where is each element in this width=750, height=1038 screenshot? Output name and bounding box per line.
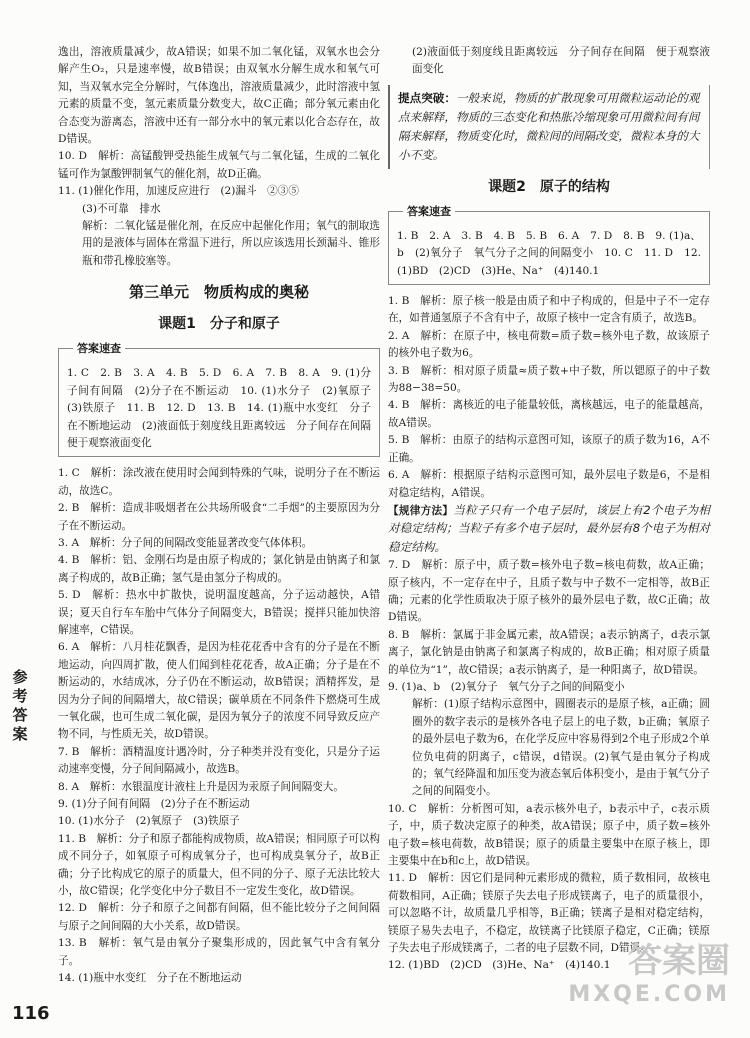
- tip-text: 一般来说，物质的扩散现象可用微粒运动论的观点来解释，物质的三态变化和热胀冷缩现象可用微粒间有间隔来解释，物质变化时，微粒间的间隔改变，微粒本身的大小不变。: [398, 90, 700, 162]
- answer-item: 14. (1)瓶中水变红 分子在不断地运动: [58, 972, 242, 985]
- tip-label: 提点突破：: [398, 90, 456, 105]
- answer-explanation: 解析：(1)原子结构示意图中，圆圈表示的是原子核，a正确；圆圈外的数字表示的是核外各电子层上的电子数，b正确；氧原子的最外层电子数为6，在化学反应中容易得到2个电子形成2个单位负电荷的阴离子，c错误，d错误。(2)氧气是由氧分子构成的；氧气经降温和加压变为液态氧后体积变小，是由于氧气分子之间的间隔变小。: [412, 698, 710, 798]
- watermark-url: MXQE.COM: [568, 982, 730, 1007]
- answer-item: 7. D 解析：原子中，质子数=核外电子数=核电荷数，故A正确；原子核内，不一定存在中子，且质子数与中子数不一定相等，故B正确；元素的化学性质取决于原子核外的最外层电子数，故C正确；故D错误。: [388, 559, 710, 624]
- quick-answers-label: 答案速查: [73, 340, 125, 357]
- left-column: [58, 44, 380, 988]
- answer-explanation: 解析：二氧化锰是催化剂，在反应中起催化作用；氧气的制取选用的是液体与固体在常温下进行，所以应该选用长颈漏斗、锥形瓶和带孔橡胶塞等。: [82, 220, 380, 267]
- answer-item: 3. B 解析：相对原子质量≈质子数+中子数，所以锶原子的中子数为88−38=50。: [388, 364, 710, 395]
- answer-item: 10. C 解析：分析图可知，a表示核外电子，b表示中子，c表示质子，中，质子数决定原子的种类，故A错误；原子中，质子数=核外电子数=核电荷数，故B错误；原子的质量主要集中在原子核上，即主要集中在b和c上，故D错误。: [388, 802, 710, 868]
- lesson-title: 课题1 分子和原子: [158, 316, 280, 333]
- watermark-text: 答案圈: [628, 941, 730, 981]
- answer-item: 2. B 解析：造成非吸烟者在公共场所吸食“二手烟”的主要原因为分子在不断运动。: [58, 502, 380, 532]
- answer-item: 10. (1)水分子 (2)氧原子 (3)铁原子: [58, 815, 240, 828]
- right-answer-list: [388, 293, 710, 975]
- answer-item: 12. D 解析：分子和原子之间都有间隔，但不能比较分子之间间隔与原子之间间隔的大小关系，故D错误。: [58, 902, 380, 932]
- answer-item: 10. D 解析：高锰酸钾受热能生成氧气与二氧化锰，生成的二氧化锰可作为氯酸钾制氧气的催化剂，故D正确。: [58, 150, 380, 180]
- answer-item: 7. B 解析：酒精温度计遇冷时，分子种类并没有变化，只是分子运动速率变慢，分子间间隔减小，故选B。: [58, 745, 380, 776]
- answer-item: 6. A 解析：根据原子结构示意图可知，最外层电子数是6，不是相对稳定结构，A错误。: [388, 469, 710, 499]
- answer-item: 11. (1)催化作用，加速反应进行 (2)漏斗 ②③⑤: [58, 185, 299, 198]
- answer-item: 3. A 解析：分子间的间隔改变能显著改变气体体积。: [58, 536, 313, 549]
- unit-title: 第三单元 物质构成的奥秘: [128, 283, 309, 302]
- tip-box: [388, 85, 710, 169]
- answer-sub: (2)液面低于刻度线且距离较远 分子间存在间隔 便于观察液面变化: [412, 46, 710, 76]
- quick-answers-label: 答案速查: [403, 203, 455, 220]
- answer-sub: (3)不可靠 排水: [82, 202, 161, 215]
- answer-item: 12. (1)BD (2)CD (3)He、Na⁺ (4)140.1: [388, 959, 611, 972]
- answer-item: 8. A 解析：水银温度计液柱上升是因为汞原子间间隔变大。: [58, 780, 344, 793]
- rule-label: 【规律方法】: [388, 504, 454, 517]
- answer-item: 11. B 解析：分子和原子都能构成物质，故A错误；相同原子可以构成不同分子，如氧原子可构成氧分子，也可构成臭氧分子，故B正确；分子比构成它的原子的质量大，但不同的分子、原子无法比较大小，故C错误；化学变化中分子数目不一定发生变化，故D错误。: [58, 832, 380, 898]
- quick-answers-text: 1. C 2. B 3. A 4. B 5. D 6. A 7. B 8. A 9. (1)分子间有间隔 (2)分子在不断运动 10. (1)水分子 (2)氧原子 (3)铁原子 11. B 12. D 13. B 14. (1)瓶中水变红 分子在不断地运动 (2)液面低于刻度线且距离较远 分子间存在间隔 便于观察液面变化: [67, 367, 382, 449]
- quick-answers-text: 1. B 2. A 3. B 4. B 5. B 6. A 7. D 8. B 9. (1)a、b (2)氧分子 氧气分子之间的间隔变小 10. C 11. D 12. (1)BD (2)CD (3)He、Na⁺ (4)140.1: [397, 229, 701, 277]
- rule-note: [388, 502, 710, 557]
- paragraph: 逸出，溶液质量减少，故A错误；如果不加二氧化锰，双氧水也会分解产生O₂，只是速率慢，故B错误；由双氧水分解生成水和氧气可知，当双氧水完全分解时，气体逸出，溶液质量减少，此时溶液中氢元素的质量不变，氢元素质量分数变大，故C正确；部分氧元素由化合态变为游离态，溶液中还有一部分水中的氧元素以化合态存在，故D错误。: [58, 46, 380, 146]
- answer-item: 1. B 解析：原子核一般是由质子和中子构成的，但是中子不一定存在，如普通氢原子不含有中子，故原子核中一定含有质子，故选B。: [388, 295, 710, 325]
- page-number: 116: [12, 1003, 50, 1024]
- answer-item: 11. D 解析：因它们是同种元素形成的微粒，质子数相同，故核电荷数相同，A正确；镁原子失去电子形成镁离子，电子的质量很小，可以忽略不计，故质量几乎相等，B正确；镁离子是相对稳定结构，镁原子易失去电子，不稳定，故镁离子比镁原子稳定，C正确；镁原子失去电子形成镁离子，二者的电子层数不同，D错误。: [388, 872, 710, 955]
- lesson-title: 课题2 原子的结构: [488, 178, 610, 195]
- answer-item: 6. A 解析：八月桂花飘香，是因为桂花花香中含有的分子是在不断地运动，向四周扩散，使人们闻到桂花花香，故A正确；分子是在不断运动的，水结成冰，分子仍在不断运动，故B错误；酒精挥发，是因为分子间的间隔增大，故C错误；碳单质在不同条件下燃烧可生成一氧化碳，也可生成二氧化碳，是因为氧分子的浓度不同导致反应产物不同，与性质无关，故D错误。: [58, 641, 380, 741]
- answer-item: 2. A 解析：在原子中，核电荷数=质子数=核外电子数，故该原子的核外电子数为6。: [388, 329, 710, 360]
- watermark-logo: [568, 941, 730, 1012]
- answer-item: 9. (1)分子间有间隔 (2)分子在不断运动: [58, 798, 250, 811]
- answer-item: 4. B 解析：离核近的电子能量较低，离核越远，电子的能量越高，故A错误。: [388, 399, 710, 429]
- left-answer-list: [58, 465, 380, 987]
- answer-item: 1. C 解析：涂改液在使用时会闻到特殊的气味，说明分子在不断运动，故选C。: [58, 467, 380, 497]
- quick-answers-box: [388, 204, 710, 285]
- left-intro: [58, 44, 380, 270]
- rule-text: 当粒子只有一个电子层时，该层上有2个电子为相对稳定结构；当粒子有多个电子层时，最外层有8个电子为相对稳定结构。: [388, 502, 710, 554]
- answer-item: 4. B 解析：铝、金刚石均是由原子构成的；氯化钠是由钠离子和氯离子构成的，故B正确；氢气是由氢分子构成的。: [58, 554, 380, 584]
- right-column: [388, 44, 710, 975]
- answer-item: 5. D 解析：热水中扩散快，说明温度越高，分子运动越快，A错误；夏天自行车车胎中气体分子间隔变大，B错误；搅拌只能加快溶解速率，C错误。: [58, 589, 380, 636]
- quick-answers-box: [58, 342, 382, 457]
- answer-item: 5. B 解析：由原子的结构示意图可知，该原子的质子数为16，A不正确。: [388, 434, 710, 464]
- answer-item: 9. (1)a、b (2)氧分子 氧气分子之间的间隔变小: [388, 680, 625, 693]
- side-tab-answers: 参考答案: [12, 668, 28, 743]
- answer-item: 13. B 解析：氧气是由氧分子聚集形成的，因此氧气中含有氧分子。: [58, 937, 380, 967]
- answer-item: 8. B 解析：氯属于非金属元素，故A错误；a表示钠离子，d表示氯离子，氯化钠是由钠离子和氯离子构成的，故B正确；相对原子质量的单位为“1”，故C错误；a表示钠离子，是一种阳离子，故D错误。: [388, 628, 710, 676]
